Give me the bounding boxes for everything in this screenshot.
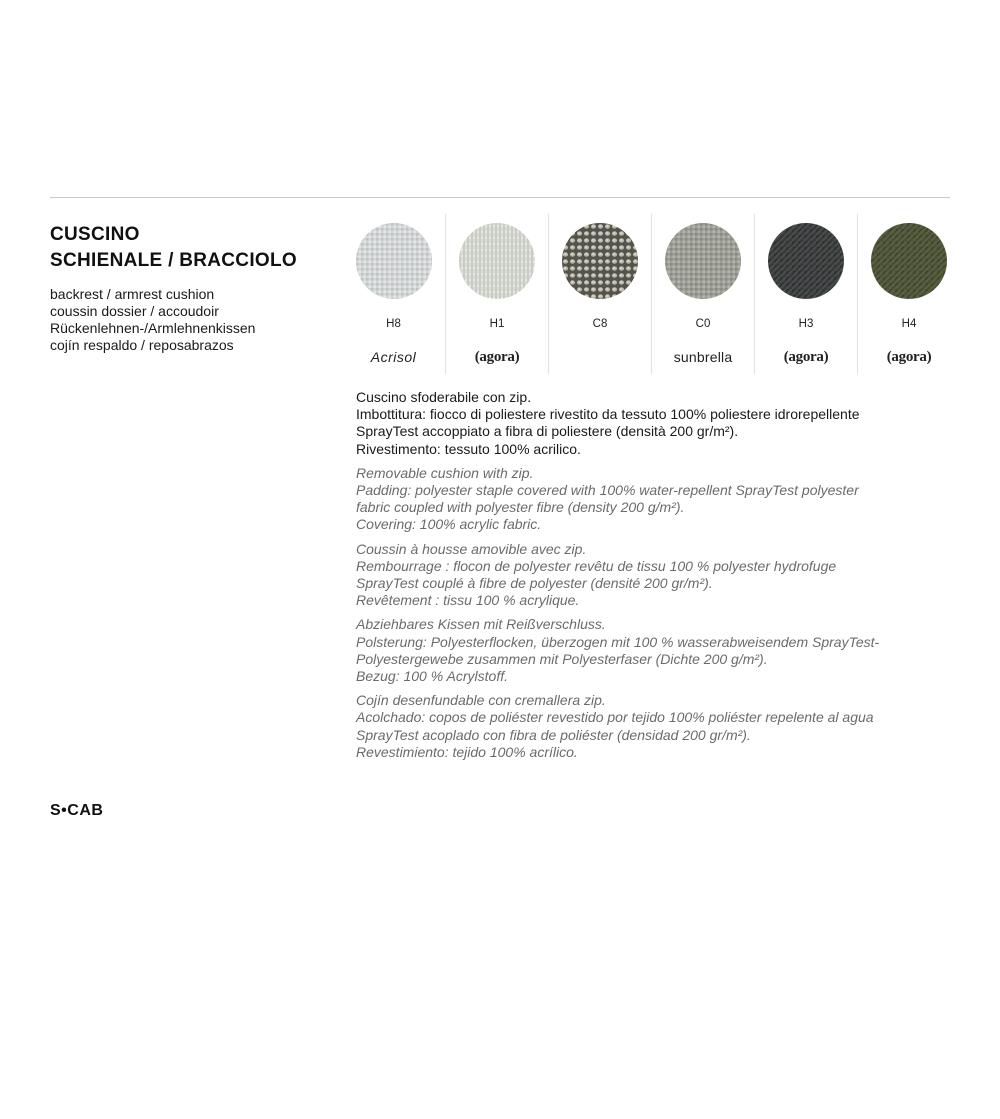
swatch-code: C8 — [592, 318, 608, 330]
desc-line: Padding: polyester staple covered with 100% water-repellent SprayTest polyester — [356, 482, 859, 499]
swatch-code: H4 — [901, 318, 917, 330]
swatch-h3 — [754, 214, 857, 374]
swatch-h8 — [342, 214, 445, 374]
swatch-c8 — [548, 214, 651, 374]
swatch-h1 — [445, 214, 548, 374]
swatch-c0 — [651, 214, 754, 374]
desc-line: Revestimiento: tejido 100% acrílico. — [356, 743, 578, 760]
desc-line: SprayTest accoppiato a fibra di poliestere (densità 200 gr/m²). — [356, 423, 739, 440]
desc-line: Cojín desenfundable con cremallera zip. — [356, 692, 606, 709]
subtitle-fr: coussin dossier / accoudoir — [50, 303, 219, 319]
agora-logo: (agora) — [783, 349, 829, 365]
desc-line: Polsterung: Polyesterflocken, überzogen mit 100 % wasserabweisendem SprayTest- — [356, 633, 880, 650]
desc-line: Cuscino sfoderabile con zip. — [356, 389, 532, 405]
swatch-code: H8 — [386, 318, 401, 330]
description-french — [356, 541, 956, 610]
desc-line: SprayTest acoplado con fibra de poliéster (densidad 200 gr/m²). — [356, 726, 751, 743]
fabric-swatch-disc — [768, 223, 844, 299]
desc-line: Covering: 100% acrylic fabric. — [356, 516, 542, 533]
scab-logo: S•CAB — [50, 802, 104, 819]
fabric-swatch-disc — [562, 223, 638, 299]
fabric-swatch-disc — [459, 223, 535, 299]
desc-line: Removable cushion with zip. — [356, 464, 534, 481]
desc-line: Polyestergewebe zusammen mit Polyesterfaser (Dichte 200 g/m²). — [356, 650, 768, 667]
desc-line: Bezug: 100 % Acrylstoff. — [356, 668, 508, 685]
subtitle-es: cojín respaldo / reposabrazos — [50, 337, 234, 353]
fabric-swatch-disc — [871, 223, 947, 299]
desc-line: Acolchado: copos de poliéster revestido por tejido 100% poliéster repelente al agua — [356, 709, 874, 726]
subtitle-en: backrest / armrest cushion — [50, 286, 215, 302]
sunbrella-logo: sunbrella — [673, 349, 733, 365]
description-italian — [356, 389, 956, 458]
fabric-swatch-row — [342, 214, 962, 374]
swatch-brand-empty — [549, 346, 651, 368]
top-divider — [50, 197, 950, 198]
swatch-code: H3 — [798, 318, 814, 330]
desc-line: Revêtement : tissu 100 % acrylique. — [356, 592, 580, 609]
swatch-code: H1 — [489, 318, 505, 330]
fabric-swatch-disc — [356, 223, 432, 299]
desc-line: Rivestimento: tessuto 100% acrilico. — [356, 440, 581, 457]
section-heading — [50, 222, 340, 274]
desc-line: Rembourrage : flocon de polyester revêtu de tissu 100 % polyester hydrofuge — [356, 557, 837, 574]
fabric-swatch-disc — [665, 223, 741, 299]
desc-line: SprayTest couplé à fibre de polyester (densité 200 gr/m²). — [356, 575, 713, 592]
title-line-1: CUSCINO — [50, 224, 140, 245]
description-german — [356, 616, 956, 685]
description-block — [356, 389, 956, 768]
swatch-code: C0 — [695, 318, 711, 330]
acrisol-logo: Acrisol — [370, 349, 417, 365]
desc-line: Coussin à housse amovible avec zip. — [356, 540, 587, 557]
subtitle-de: Rückenlehnen-/Armlehnenkissen — [50, 320, 256, 336]
desc-line: Imbottitura: fiocco di poliestere rivestito da tessuto 100% poliestere idrorepellente — [356, 406, 860, 423]
subtitle-list — [50, 286, 340, 354]
swatch-h4 — [857, 214, 960, 374]
desc-line: fabric coupled with polyester fibre (density 200 g/m²). — [356, 499, 685, 516]
agora-logo: (agora) — [886, 349, 932, 365]
title-line-2: SCHIENALE / BRACCIOLO — [50, 250, 297, 271]
description-spanish — [356, 692, 956, 761]
description-english — [356, 465, 956, 534]
agora-logo: (agora) — [474, 349, 520, 365]
desc-line: Abziehbares Kissen mit Reißverschluss. — [356, 616, 606, 633]
